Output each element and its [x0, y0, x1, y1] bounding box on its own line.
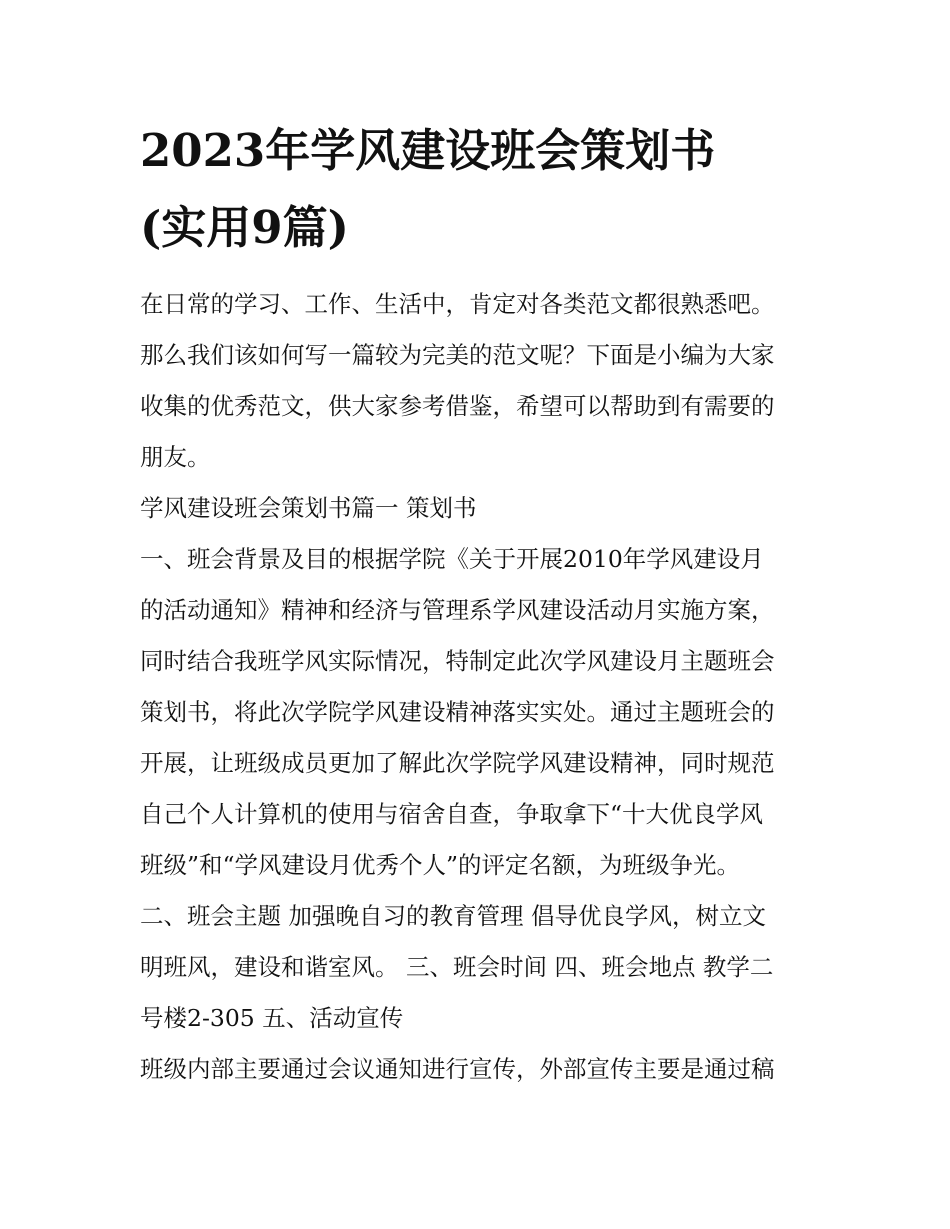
text-line: 明班风，建设和谐室风。 三、班会时间 四、班会地点 教学二: [140, 953, 774, 981]
paragraph-publicity: [140, 1044, 820, 1095]
text-line: 朋友。: [140, 443, 211, 471]
text-line: 班级内部主要通过会议通知进行宣传，外部宣传主要是通过稿: [140, 1055, 775, 1083]
text-line: 一、班会背景及目的根据学院《关于开展2010年学风建设月: [140, 545, 764, 573]
text-line: 开展，让班级成员更加了解此次学院学风建设精神，同时规范: [140, 749, 775, 777]
text-line: 学风建设班会策划书篇一 策划书: [140, 494, 477, 522]
document-title: [140, 112, 820, 266]
paragraph-intro: [140, 279, 820, 483]
text-line: 班级”和“学风建设月优秀个人”的评定名额，为班级争光。: [140, 851, 741, 879]
title-line: 2023年学风建设班会策划书: [140, 124, 716, 177]
title-line: (实用9篇): [140, 201, 349, 254]
text-line: 同时结合我班学风实际情况，特制定此次学风建设月主题班会: [140, 647, 775, 675]
text-line: 策划书，将此次学院学风建设精神落实实处。通过主题班会的: [140, 698, 775, 726]
text-line: 在日常的学习、工作、生活中，肯定对各类范文都很熟悉吧。: [140, 290, 775, 318]
paragraph-theme: [140, 891, 820, 1044]
text-line: 号楼2-305 五、活动宣传: [140, 1004, 404, 1032]
text-line: 自己个人计算机的使用与宿舍自查，争取拿下“十大优良学风: [140, 800, 764, 828]
document-body: [140, 279, 820, 1095]
text-line: 收集的优秀范文，供大家参考借鉴，希望可以帮助到有需要的: [140, 392, 775, 420]
paragraph-section-heading: [140, 483, 820, 534]
text-line: 那么我们该如何写一篇较为完美的范文呢？下面是小编为大家: [140, 341, 775, 369]
text-line: 的活动通知》精神和经济与管理系学风建设活动月实施方案，: [140, 596, 775, 624]
paragraph-background: [140, 534, 820, 891]
text-line: 二、班会主题 加强晚自习的教育管理 倡导优良学风，树立文: [140, 902, 766, 930]
